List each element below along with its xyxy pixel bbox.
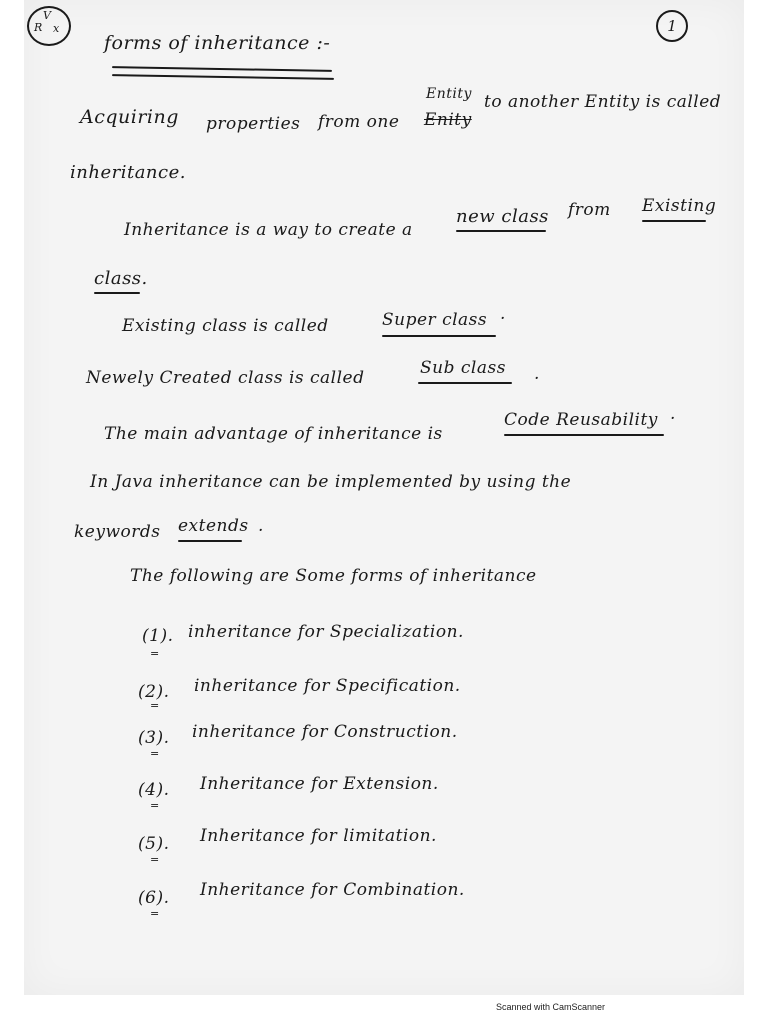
form-text: inheritance for Specification. <box>194 676 461 696</box>
word-existing: Existing <box>642 196 717 216</box>
word-class: class. <box>94 268 148 289</box>
double-underline-mark: = <box>150 647 160 660</box>
word-extends: extends <box>178 516 249 536</box>
form-text: Inheritance for Combination. <box>200 880 465 900</box>
page-number: 1 <box>656 10 688 42</box>
phrase-new-class: new class <box>456 206 549 227</box>
form-number: (4). <box>138 780 170 800</box>
form-text: inheritance for Construction. <box>192 722 458 742</box>
double-underline-mark: = <box>150 747 160 760</box>
phrase-code-reusability: Code Reusability <box>504 410 658 430</box>
new-class-underline <box>456 230 546 232</box>
double-underline-mark: = <box>150 907 160 920</box>
form-number: (2). <box>138 682 170 702</box>
entity-struck: Enity <box>424 110 472 130</box>
super-class-underline <box>382 335 496 337</box>
sub-class-underline <box>418 382 512 384</box>
corner-mark-left: R <box>34 21 43 34</box>
form-number: (6). <box>138 888 170 908</box>
double-underline-mark: = <box>150 799 160 812</box>
line5-dot: . <box>500 304 506 324</box>
double-underline-mark: = <box>150 853 160 866</box>
word-inheritance: inheritance. <box>70 162 186 183</box>
form-number: (1). <box>142 626 174 646</box>
line9-dot: . <box>258 516 264 536</box>
form-text: inheritance for Specialization. <box>188 622 464 642</box>
corner-mark-right: x <box>53 22 60 35</box>
existing-underline <box>642 220 706 222</box>
word-acquiring: Acquiring <box>80 106 179 128</box>
corner-mark-top: V <box>43 9 51 22</box>
entity-correction: Entity <box>426 86 472 102</box>
form-text: Inheritance for limitation. <box>200 826 437 846</box>
line7-start: The main advantage of inheritance is <box>104 424 443 444</box>
line1-rest: to another Entity is called <box>484 92 722 112</box>
phrase-sub-class: Sub class <box>420 358 506 378</box>
word-from-one: from one <box>318 112 400 132</box>
line6-dot: . <box>534 364 540 384</box>
line3-start: Inheritance is a way to create a <box>124 220 413 240</box>
double-underline-mark: = <box>150 699 160 712</box>
line6-start: Newely Created class is called <box>86 368 365 388</box>
form-text: Inheritance for Extension. <box>200 774 439 794</box>
corner-circled-mark <box>27 6 71 46</box>
line5-start: Existing class is called <box>122 316 329 336</box>
line10: The following are Some forms of inheritance <box>130 566 537 586</box>
form-number: (5). <box>138 834 170 854</box>
phrase-super-class: Super class <box>382 310 488 330</box>
word-properties: properties <box>206 114 301 134</box>
extends-underline <box>178 540 242 542</box>
scanner-watermark: Scanned with CamScanner <box>496 1002 606 1012</box>
word-from: from <box>568 200 611 220</box>
form-number: (3). <box>138 728 170 748</box>
page-title: forms of inheritance :- <box>104 32 331 54</box>
line7-dot: . <box>670 404 676 424</box>
code-reusability-underline <box>504 434 664 436</box>
class-underline <box>94 292 140 294</box>
line8: In Java inheritance can be implemented by using the <box>90 472 572 492</box>
word-keywords: keywords <box>74 522 161 542</box>
